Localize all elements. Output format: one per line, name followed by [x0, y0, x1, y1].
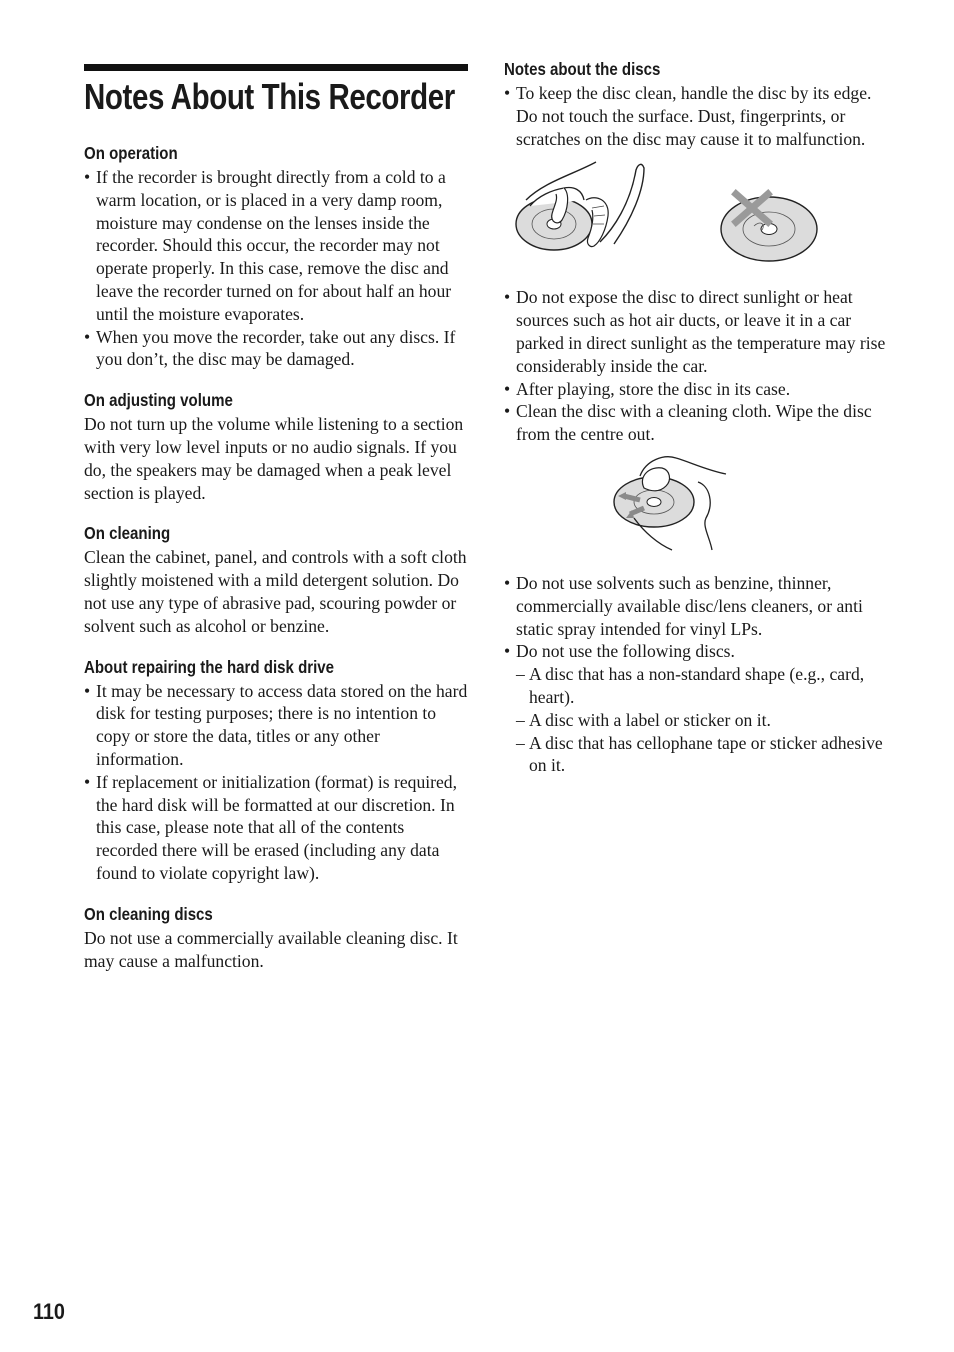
- disc-wiping-illustration: [504, 452, 888, 570]
- cleaning-paragraph: Clean the cabinet, panel, and controls with a soft cloth slightly moistened with a mild detergent solution. Do not use any type of abrasive pad, scouring powder or solvent such as alcohol or benzine.: [84, 547, 467, 636]
- hand-holding-disc-icon: [516, 162, 644, 250]
- title-rule: [84, 64, 468, 71]
- list-item: • Do not use the following discs.: [504, 640, 888, 663]
- list-item: • Do not expose the disc to direct sunlight or heat sources such as hot air ducts, or leave it in a car parked in direct sunlight as the temperature may rise considerably inside the car.: [504, 286, 888, 377]
- list-item: • If replacement or initialization (format) is required, the hard disk will be formatted at our discretion. In this case, please note that all of the contents recorded there will be erased (including any data found to violate copyright law).: [84, 771, 468, 885]
- list-item: • When you move the recorder, take out any discs. If you don’t, the disc may be damaged.: [84, 326, 468, 372]
- left-column: [84, 142, 468, 972]
- page-number: 110: [33, 1299, 65, 1324]
- do-not-touch-surface-icon: [721, 194, 817, 261]
- list-item: • To keep the disc clean, handle the disc by its edge. Do not touch the surface. Dust, fingerprints, or scratches on the disc may cause it to malfunction.: [504, 82, 888, 150]
- section-cleaning: [84, 522, 468, 637]
- discs-list-a: [504, 82, 888, 150]
- right-column: [504, 58, 888, 777]
- heading-on-adjusting-volume: On adjusting volume: [84, 390, 233, 411]
- repair-list: [84, 680, 468, 885]
- operation-list: [84, 166, 468, 371]
- cleaning-cloth-disc-icon: [614, 457, 726, 550]
- cleaning-discs-paragraph: Do not use a commercially available cleaning disc. It may cause a malfunction.: [84, 927, 458, 971]
- section-notes-discs: [504, 58, 888, 777]
- disc-handling-illustration: [504, 160, 888, 280]
- list-item: • Clean the disc with a cleaning cloth. Wipe the disc from the centre out.: [504, 400, 888, 446]
- heading-about-repairing: About repairing the hard disk drive: [84, 656, 335, 677]
- heading-on-cleaning: On cleaning: [84, 523, 171, 544]
- list-item: • After playing, store the disc in its case.: [504, 378, 888, 401]
- dash-item: – A disc that has a non-standard shape (e.g., card, heart).: [504, 663, 888, 709]
- disc-handling-figures: [504, 160, 888, 280]
- list-item: • If the recorder is brought directly from a cold to a warm location, or is placed in a very damp room, moisture may condense on the lenses inside the recorder. Should this occur, the recorder may not operate properly. In this case, remove the disc and leave the recorder turned on for about half an hour until the moisture evaporates.: [84, 166, 468, 326]
- heading-on-operation: On operation: [84, 143, 178, 163]
- list-item: • Do not use solvents such as benzine, thinner, commercially available disc/lens cleaners, or anti static spray intended for vinyl LPs.: [504, 572, 888, 640]
- dash-item: – A disc with a label or sticker on it.: [504, 709, 888, 732]
- list-item: • It may be necessary to access data stored on the hard disk for testing purposes; there is no intention to copy or store the data, titles or any other information.: [84, 680, 468, 771]
- section-repairing-hdd: [84, 656, 468, 885]
- page-title: Notes About This Recorder: [84, 76, 455, 117]
- heading-on-cleaning-discs: On cleaning discs: [84, 903, 213, 924]
- section-cleaning-discs: [84, 903, 468, 973]
- section-operation: [84, 142, 468, 371]
- discs-list-c: [504, 572, 888, 663]
- discs-dash-list: [504, 663, 888, 777]
- dash-item: – A disc that has cellophane tape or sticker adhesive on it.: [504, 732, 888, 778]
- section-adjusting-volume: [84, 389, 468, 504]
- discs-list-b: [504, 286, 888, 446]
- disc-cleaning-figure: [504, 452, 888, 570]
- heading-notes-about-discs: Notes about the discs: [504, 59, 661, 79]
- volume-paragraph: Do not turn up the volume while listening to a section with very low level inputs or no audio signals. If you do, the speakers may be damaged when a peak level section is played.: [84, 414, 464, 503]
